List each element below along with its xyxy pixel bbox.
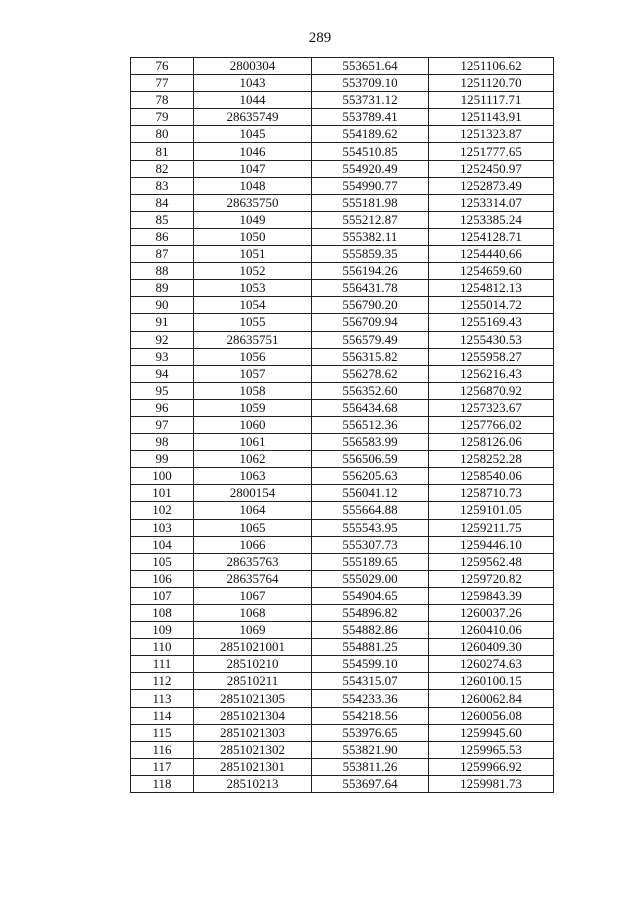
- table-row: [131, 331, 554, 348]
- point-id-cell: 1061: [194, 434, 312, 451]
- x-coordinate-cell: 555543.95: [312, 519, 429, 536]
- y-coordinate-cell: 1255014.72: [429, 297, 554, 314]
- row-index-cell: 93: [131, 348, 194, 365]
- row-index-cell: 116: [131, 741, 194, 758]
- row-index-cell: 109: [131, 622, 194, 639]
- table-row: [131, 211, 554, 228]
- point-id-cell: 1044: [194, 92, 312, 109]
- x-coordinate-cell: 556506.59: [312, 451, 429, 468]
- x-coordinate-cell: 556790.20: [312, 297, 429, 314]
- table-row: [131, 263, 554, 280]
- x-coordinate-cell: 553697.64: [312, 775, 429, 792]
- point-id-cell: 1060: [194, 416, 312, 433]
- point-id-cell: 1066: [194, 536, 312, 553]
- x-coordinate-cell: 555181.98: [312, 194, 429, 211]
- row-index-cell: 111: [131, 656, 194, 673]
- table-row: [131, 92, 554, 109]
- y-coordinate-cell: 1259945.60: [429, 724, 554, 741]
- x-coordinate-cell: 553789.41: [312, 109, 429, 126]
- table-row: [131, 485, 554, 502]
- point-id-cell: 1056: [194, 348, 312, 365]
- table-row: [131, 228, 554, 245]
- table-row: [131, 553, 554, 570]
- point-id-cell: 1046: [194, 143, 312, 160]
- x-coordinate-cell: 556583.99: [312, 434, 429, 451]
- table-row: [131, 724, 554, 741]
- point-id-cell: 1065: [194, 519, 312, 536]
- table-row: [131, 673, 554, 690]
- x-coordinate-cell: 556434.68: [312, 399, 429, 416]
- x-coordinate-cell: 556352.60: [312, 382, 429, 399]
- table-row: [131, 451, 554, 468]
- page-number: 289: [308, 30, 332, 46]
- table-row: [131, 587, 554, 604]
- point-id-cell: 1054: [194, 297, 312, 314]
- y-coordinate-cell: 1258252.28: [429, 451, 554, 468]
- row-index-cell: 88: [131, 263, 194, 280]
- point-id-cell: 2851021301: [194, 758, 312, 775]
- y-coordinate-cell: 1260409.30: [429, 639, 554, 656]
- row-index-cell: 106: [131, 570, 194, 587]
- table-row: [131, 58, 554, 75]
- table-row: [131, 348, 554, 365]
- y-coordinate-cell: 1258710.73: [429, 485, 554, 502]
- y-coordinate-cell: 1259981.73: [429, 775, 554, 792]
- y-coordinate-cell: 1255958.27: [429, 348, 554, 365]
- point-id-cell: 1049: [194, 211, 312, 228]
- point-id-cell: 1043: [194, 75, 312, 92]
- point-id-cell: 1052: [194, 263, 312, 280]
- y-coordinate-cell: 1252873.49: [429, 177, 554, 194]
- row-index-cell: 87: [131, 246, 194, 263]
- x-coordinate-cell: 556709.94: [312, 314, 429, 331]
- x-coordinate-cell: 553811.26: [312, 758, 429, 775]
- row-index-cell: 83: [131, 177, 194, 194]
- row-index-cell: 101: [131, 485, 194, 502]
- x-coordinate-cell: 554315.07: [312, 673, 429, 690]
- y-coordinate-cell: 1259965.53: [429, 741, 554, 758]
- table-row: [131, 75, 554, 92]
- y-coordinate-cell: 1251323.87: [429, 126, 554, 143]
- row-index-cell: 80: [131, 126, 194, 143]
- table-row: [131, 194, 554, 211]
- table-row: [131, 622, 554, 639]
- table-row: [131, 109, 554, 126]
- row-index-cell: 90: [131, 297, 194, 314]
- point-id-cell: 1062: [194, 451, 312, 468]
- row-index-cell: 108: [131, 605, 194, 622]
- table-row: [131, 536, 554, 553]
- y-coordinate-cell: 1253385.24: [429, 211, 554, 228]
- x-coordinate-cell: 556205.63: [312, 468, 429, 485]
- row-index-cell: 117: [131, 758, 194, 775]
- x-coordinate-cell: 553651.64: [312, 58, 429, 75]
- row-index-cell: 92: [131, 331, 194, 348]
- row-index-cell: 105: [131, 553, 194, 570]
- x-coordinate-cell: 555189.65: [312, 553, 429, 570]
- y-coordinate-cell: 1257766.02: [429, 416, 554, 433]
- x-coordinate-cell: 553709.10: [312, 75, 429, 92]
- table-row: [131, 690, 554, 707]
- x-coordinate-cell: 556315.82: [312, 348, 429, 365]
- x-coordinate-cell: 554896.82: [312, 605, 429, 622]
- row-index-cell: 115: [131, 724, 194, 741]
- table-row: [131, 434, 554, 451]
- point-id-cell: 28635764: [194, 570, 312, 587]
- row-index-cell: 82: [131, 160, 194, 177]
- y-coordinate-cell: 1251777.65: [429, 143, 554, 160]
- row-index-cell: 77: [131, 75, 194, 92]
- y-coordinate-cell: 1260037.26: [429, 605, 554, 622]
- point-id-cell: 1045: [194, 126, 312, 143]
- x-coordinate-cell: 554218.56: [312, 707, 429, 724]
- row-index-cell: 102: [131, 502, 194, 519]
- y-coordinate-cell: 1258540.06: [429, 468, 554, 485]
- row-index-cell: 114: [131, 707, 194, 724]
- row-index-cell: 96: [131, 399, 194, 416]
- x-coordinate-cell: 556579.49: [312, 331, 429, 348]
- y-coordinate-cell: 1254440.66: [429, 246, 554, 263]
- point-id-cell: 2851021305: [194, 690, 312, 707]
- table-row: [131, 639, 554, 656]
- y-coordinate-cell: 1259966.92: [429, 758, 554, 775]
- row-index-cell: 97: [131, 416, 194, 433]
- table-row: [131, 126, 554, 143]
- row-index-cell: 112: [131, 673, 194, 690]
- row-index-cell: 85: [131, 211, 194, 228]
- coordinates-table: [130, 57, 554, 793]
- x-coordinate-cell: 556512.36: [312, 416, 429, 433]
- y-coordinate-cell: 1259843.39: [429, 587, 554, 604]
- y-coordinate-cell: 1253314.07: [429, 194, 554, 211]
- point-id-cell: 1047: [194, 160, 312, 177]
- x-coordinate-cell: 554510.85: [312, 143, 429, 160]
- point-id-cell: 1067: [194, 587, 312, 604]
- row-index-cell: 94: [131, 365, 194, 382]
- y-coordinate-cell: 1259562.48: [429, 553, 554, 570]
- y-coordinate-cell: 1251120.70: [429, 75, 554, 92]
- table-row: [131, 382, 554, 399]
- point-id-cell: 1068: [194, 605, 312, 622]
- point-id-cell: 28635763: [194, 553, 312, 570]
- x-coordinate-cell: 553731.12: [312, 92, 429, 109]
- table-row: [131, 177, 554, 194]
- point-id-cell: 1053: [194, 280, 312, 297]
- x-coordinate-cell: 555382.11: [312, 228, 429, 245]
- row-index-cell: 99: [131, 451, 194, 468]
- y-coordinate-cell: 1257323.67: [429, 399, 554, 416]
- table-row: [131, 570, 554, 587]
- row-index-cell: 78: [131, 92, 194, 109]
- point-id-cell: 28635750: [194, 194, 312, 211]
- row-index-cell: 95: [131, 382, 194, 399]
- point-id-cell: 2851021302: [194, 741, 312, 758]
- x-coordinate-cell: 556431.78: [312, 280, 429, 297]
- x-coordinate-cell: 555664.88: [312, 502, 429, 519]
- row-index-cell: 104: [131, 536, 194, 553]
- point-id-cell: 28510210: [194, 656, 312, 673]
- row-index-cell: 100: [131, 468, 194, 485]
- x-coordinate-cell: 556278.62: [312, 365, 429, 382]
- x-coordinate-cell: 554920.49: [312, 160, 429, 177]
- point-id-cell: 28635751: [194, 331, 312, 348]
- x-coordinate-cell: 556194.26: [312, 263, 429, 280]
- x-coordinate-cell: 554990.77: [312, 177, 429, 194]
- point-id-cell: 2851021001: [194, 639, 312, 656]
- table-row: [131, 280, 554, 297]
- table-row: [131, 365, 554, 382]
- y-coordinate-cell: 1251106.62: [429, 58, 554, 75]
- point-id-cell: 28510213: [194, 775, 312, 792]
- table-row: [131, 502, 554, 519]
- row-index-cell: 113: [131, 690, 194, 707]
- x-coordinate-cell: 553821.90: [312, 741, 429, 758]
- y-coordinate-cell: 1252450.97: [429, 160, 554, 177]
- point-id-cell: 1057: [194, 365, 312, 382]
- table-row: [131, 297, 554, 314]
- point-id-cell: 2851021304: [194, 707, 312, 724]
- table-row: [131, 399, 554, 416]
- row-index-cell: 118: [131, 775, 194, 792]
- y-coordinate-cell: 1260056.08: [429, 707, 554, 724]
- point-id-cell: 2800304: [194, 58, 312, 75]
- x-coordinate-cell: 555307.73: [312, 536, 429, 553]
- x-coordinate-cell: 554233.36: [312, 690, 429, 707]
- point-id-cell: 2851021303: [194, 724, 312, 741]
- row-index-cell: 76: [131, 58, 194, 75]
- y-coordinate-cell: 1258126.06: [429, 434, 554, 451]
- x-coordinate-cell: 556041.12: [312, 485, 429, 502]
- table-row: [131, 707, 554, 724]
- y-coordinate-cell: 1254659.60: [429, 263, 554, 280]
- table-row: [131, 741, 554, 758]
- y-coordinate-cell: 1260410.06: [429, 622, 554, 639]
- point-id-cell: 1058: [194, 382, 312, 399]
- table-row: [131, 143, 554, 160]
- y-coordinate-cell: 1251117.71: [429, 92, 554, 109]
- point-id-cell: 1059: [194, 399, 312, 416]
- y-coordinate-cell: 1255169.43: [429, 314, 554, 331]
- y-coordinate-cell: 1251143.91: [429, 109, 554, 126]
- table-row: [131, 775, 554, 792]
- y-coordinate-cell: 1260100.15: [429, 673, 554, 690]
- table-row: [131, 246, 554, 263]
- table-row: [131, 160, 554, 177]
- x-coordinate-cell: 554882.86: [312, 622, 429, 639]
- row-index-cell: 79: [131, 109, 194, 126]
- y-coordinate-cell: 1259101.05: [429, 502, 554, 519]
- row-index-cell: 91: [131, 314, 194, 331]
- x-coordinate-cell: 555029.00: [312, 570, 429, 587]
- y-coordinate-cell: 1255430.53: [429, 331, 554, 348]
- point-id-cell: 28635749: [194, 109, 312, 126]
- point-id-cell: 1069: [194, 622, 312, 639]
- table-row: [131, 519, 554, 536]
- y-coordinate-cell: 1260274.63: [429, 656, 554, 673]
- row-index-cell: 86: [131, 228, 194, 245]
- row-index-cell: 103: [131, 519, 194, 536]
- y-coordinate-cell: 1256216.43: [429, 365, 554, 382]
- row-index-cell: 84: [131, 194, 194, 211]
- x-coordinate-cell: 555859.35: [312, 246, 429, 263]
- row-index-cell: 107: [131, 587, 194, 604]
- row-index-cell: 81: [131, 143, 194, 160]
- y-coordinate-cell: 1260062.84: [429, 690, 554, 707]
- point-id-cell: 1051: [194, 246, 312, 263]
- point-id-cell: 28510211: [194, 673, 312, 690]
- table-row: [131, 416, 554, 433]
- y-coordinate-cell: 1256870.92: [429, 382, 554, 399]
- point-id-cell: 1048: [194, 177, 312, 194]
- table-row: [131, 758, 554, 775]
- y-coordinate-cell: 1259720.82: [429, 570, 554, 587]
- point-id-cell: 2800154: [194, 485, 312, 502]
- x-coordinate-cell: 553976.65: [312, 724, 429, 741]
- row-index-cell: 89: [131, 280, 194, 297]
- point-id-cell: 1063: [194, 468, 312, 485]
- x-coordinate-cell: 554599.10: [312, 656, 429, 673]
- point-id-cell: 1055: [194, 314, 312, 331]
- x-coordinate-cell: 554881.25: [312, 639, 429, 656]
- y-coordinate-cell: 1259211.75: [429, 519, 554, 536]
- table-row: [131, 656, 554, 673]
- point-id-cell: 1064: [194, 502, 312, 519]
- x-coordinate-cell: 554189.62: [312, 126, 429, 143]
- row-index-cell: 110: [131, 639, 194, 656]
- row-index-cell: 98: [131, 434, 194, 451]
- y-coordinate-cell: 1259446.10: [429, 536, 554, 553]
- table-row: [131, 605, 554, 622]
- y-coordinate-cell: 1254128.71: [429, 228, 554, 245]
- x-coordinate-cell: 554904.65: [312, 587, 429, 604]
- y-coordinate-cell: 1254812.13: [429, 280, 554, 297]
- table-row: [131, 314, 554, 331]
- x-coordinate-cell: 555212.87: [312, 211, 429, 228]
- table-row: [131, 468, 554, 485]
- point-id-cell: 1050: [194, 228, 312, 245]
